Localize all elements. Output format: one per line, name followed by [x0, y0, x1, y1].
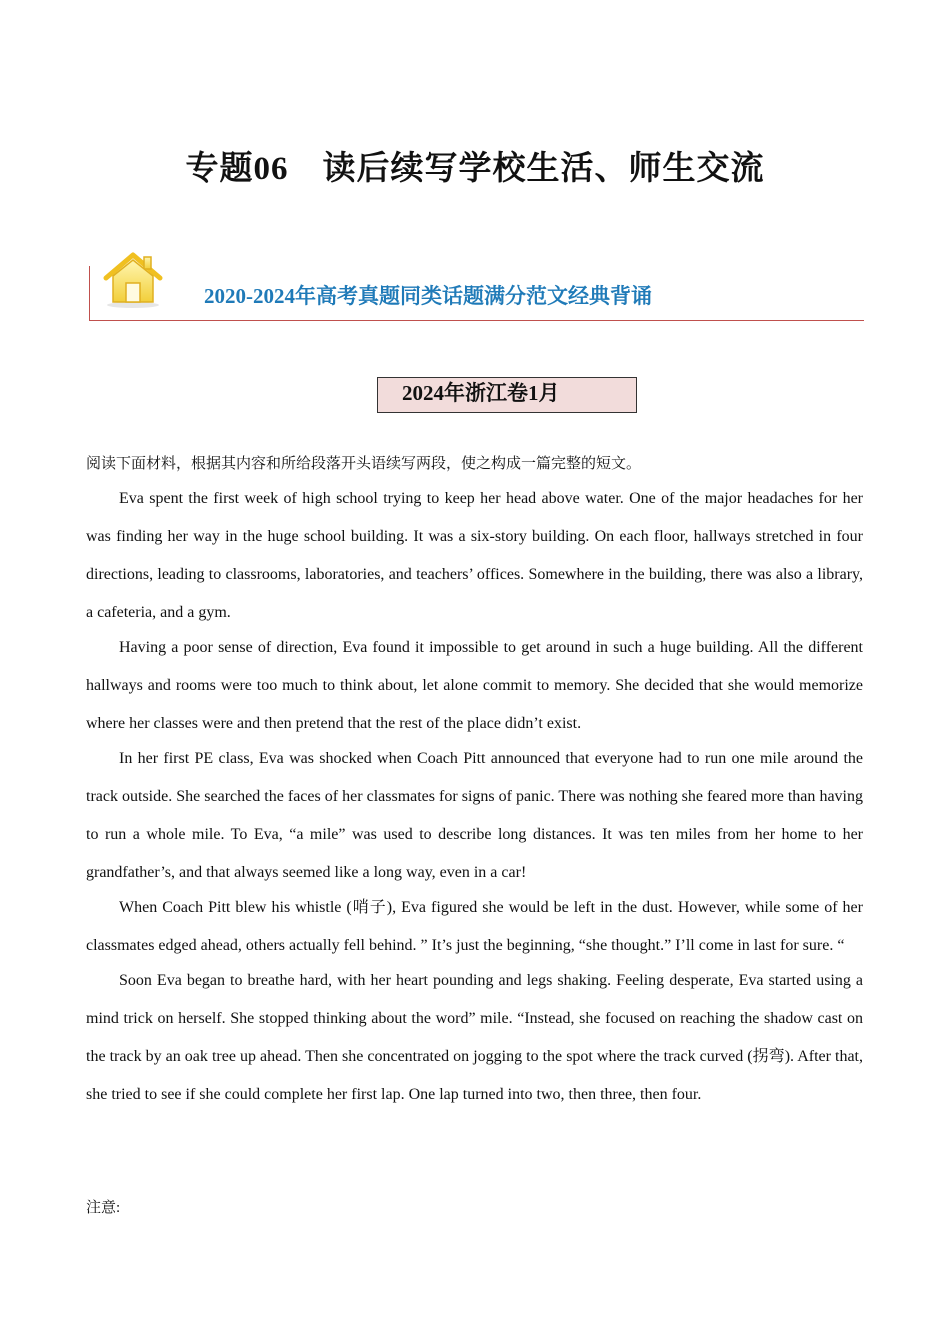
- banner-bottom-divider: [89, 320, 864, 321]
- instruction-text: 阅读下面材料，根据其内容和所给段落开头语续写两段，使之构成一篇完整的短文。: [86, 456, 642, 472]
- exam-label-box: 2024年浙江卷1月: [377, 377, 637, 413]
- section-banner: [88, 250, 864, 322]
- paragraph: Having a poor sense of direction, Eva found it impossible to get around in such a huge building. All the different hallways and rooms were too much to think about, let alone commit to memory. She decided that she would memorize where her classes were and then pretend that the rest of the place didn’t exist.: [86, 639, 863, 732]
- banner-left-divider: [89, 266, 90, 321]
- home-icon: [100, 250, 166, 310]
- page-title: 专题06 读后续写学校生活、师生交流: [185, 151, 765, 187]
- article-body: [86, 480, 863, 1111]
- paragraph: In her first PE class, Eva was shocked when Coach Pitt announced that everyone had to run one mile around the track outside. She searched the faces of her classmates for signs of panic. There was nothing she feared more than having to run a whole mile. To Eva, “a mile” was used to describe long distances. It was ten miles from her home to her grandfather’s, and that always seemed like a long way, even in a car!: [86, 750, 863, 881]
- section-heading: 2020-2024年高考真题同类话题满分范文经典背诵: [204, 284, 652, 308]
- paragraph: Soon Eva began to breathe hard, with her heart pounding and legs shaking. Feeling desperate, Eva started using a mind trick on herself. She stopped thinking about the word” mile. “Instead, she focused on reaching the shadow cast on the track by an oak tree up ahead. Then she concentrated on jogging to the spot where the track curved (拐弯). After that, she tried to see if she could complete her first lap. One lap turned into two, then three, then four.: [86, 972, 863, 1103]
- paragraph: Eva spent the first week of high school trying to keep her head above water. One of the major headaches for her was finding her way in the huge school building. It was a six-story building. On each floor, hallways stretched in four directions, leading to classrooms, laboratories, and teachers’ offices. Somewhere in the building, there was also a library, a cafeteria, and a gym.: [86, 490, 863, 621]
- note-label: 注意:: [86, 1200, 121, 1216]
- paragraph: When Coach Pitt blew his whistle (哨子), Eva figured she would be left in the dust. However, while some of her classmates edged ahead, others actually fell behind. ” It’s just the beginning, “she thought.” I’ll come in last for sure. “: [86, 899, 863, 954]
